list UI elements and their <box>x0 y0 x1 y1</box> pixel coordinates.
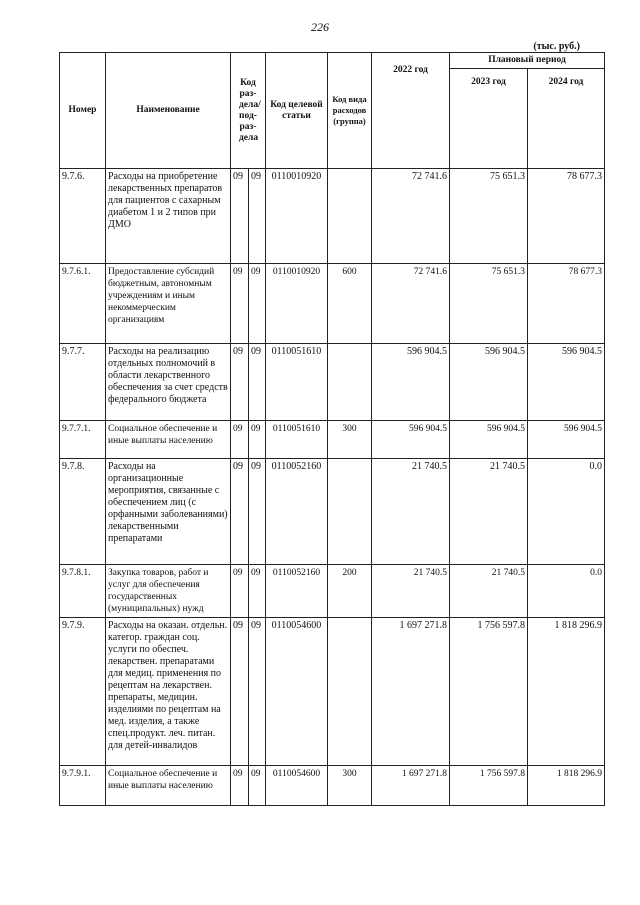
row-expense-type <box>328 169 372 264</box>
row-value-2024: 0.0 <box>528 459 605 565</box>
row-name: Расходы на организационные мероприятия, связанные с обеспечением лиц (с орфанными заболеваниями) лекарственными препаратами <box>106 459 231 565</box>
row-expense-type <box>328 344 372 421</box>
row-name: Расходы на приобретение лекарственных препаратов для пациентов с сахарным диабетом 1 и 2 типов при ДМО <box>106 169 231 264</box>
row-target: 0110010920 <box>266 169 328 264</box>
row-section: 09 <box>231 264 249 344</box>
row-number: 9.7.8. <box>60 459 106 565</box>
row-target: 0110052160 <box>266 459 328 565</box>
row-expense-type <box>328 618 372 766</box>
row-value-2024: 1 818 296.9 <box>528 618 605 766</box>
table-row <box>60 344 605 421</box>
row-value-2023: 75 651.3 <box>450 264 528 344</box>
table-row <box>60 766 605 806</box>
row-target: 0110010920 <box>266 264 328 344</box>
row-subsection: 09 <box>249 766 266 806</box>
row-value-2024: 596 904.5 <box>528 344 605 421</box>
row-value-2023: 1 756 597.8 <box>450 766 528 806</box>
header-number: Номер <box>60 53 106 169</box>
row-section: 09 <box>231 344 249 421</box>
row-expense-type: 300 <box>328 766 372 806</box>
row-value-2023: 596 904.5 <box>450 344 528 421</box>
row-section: 09 <box>231 766 249 806</box>
row-value-2023: 21 740.5 <box>450 565 528 618</box>
row-target: 0110054600 <box>266 618 328 766</box>
header-2023: 2023 год <box>450 69 528 169</box>
row-value-2023: 1 756 597.8 <box>450 618 528 766</box>
row-number: 9.7.6. <box>60 169 106 264</box>
table-row <box>60 421 605 459</box>
budget-table <box>59 52 605 806</box>
row-expense-type: 300 <box>328 421 372 459</box>
row-section: 09 <box>231 169 249 264</box>
row-value-2024: 78 677.3 <box>528 169 605 264</box>
row-value-2022: 21 740.5 <box>372 459 450 565</box>
table-row <box>60 565 605 618</box>
row-target: 0110052160 <box>266 565 328 618</box>
header-target: Код целевой статьи <box>266 53 328 169</box>
row-value-2022: 72 741.6 <box>372 169 450 264</box>
header-section: Код раз- дела/ под- раз- дела <box>231 53 266 169</box>
row-value-2022: 1 697 271.8 <box>372 618 450 766</box>
table-row <box>60 618 605 766</box>
row-expense-type: 200 <box>328 565 372 618</box>
row-number: 9.7.7.1. <box>60 421 106 459</box>
row-target: 0110051610 <box>266 344 328 421</box>
table-row <box>60 264 605 344</box>
row-name: Социальное обеспечение и иные выплаты населению <box>106 421 231 459</box>
row-number: 9.7.9.1. <box>60 766 106 806</box>
row-subsection: 09 <box>249 169 266 264</box>
row-number: 9.7.8.1. <box>60 565 106 618</box>
row-section: 09 <box>231 618 249 766</box>
row-value-2023: 21 740.5 <box>450 459 528 565</box>
row-target: 0110051610 <box>266 421 328 459</box>
row-name: Расходы на оказан. отдельн. категор. граждан соц. услуги по обеспеч. лекарствен. препаратами для медиц. применения по рецептам на лекарствен. препараты, медицин. изделиями по рецептам на мед. изделия, а также спец.продукт. леч. питан. для детей-инвалидов <box>106 618 231 766</box>
row-subsection: 09 <box>249 344 266 421</box>
row-section: 09 <box>231 421 249 459</box>
row-subsection: 09 <box>249 618 266 766</box>
header-expense-type: Код вида расходов (группа) <box>328 53 372 169</box>
row-subsection: 09 <box>249 264 266 344</box>
page-number: 226 <box>311 20 329 34</box>
row-name: Предоставление субсидий бюджетным, автономным учреждениям и иным некоммерческим организациям <box>106 264 231 344</box>
row-value-2024: 596 904.5 <box>528 421 605 459</box>
units-label: (тыс. руб.) <box>533 41 580 52</box>
table-row <box>60 459 605 565</box>
header-2024: 2024 год <box>528 69 605 169</box>
row-value-2024: 1 818 296.9 <box>528 766 605 806</box>
row-value-2024: 78 677.3 <box>528 264 605 344</box>
row-value-2022: 596 904.5 <box>372 421 450 459</box>
row-target: 0110054600 <box>266 766 328 806</box>
row-value-2023: 75 651.3 <box>450 169 528 264</box>
row-value-2022: 596 904.5 <box>372 344 450 421</box>
row-name: Расходы на реализацию отдельных полномочий в области лекарственного обеспечения за счет средств федерального бюджета <box>106 344 231 421</box>
header-name: Наименование <box>106 53 231 169</box>
table-row <box>60 169 605 264</box>
row-value-2022: 1 697 271.8 <box>372 766 450 806</box>
row-subsection: 09 <box>249 421 266 459</box>
row-number: 9.7.7. <box>60 344 106 421</box>
row-value-2023: 596 904.5 <box>450 421 528 459</box>
row-number: 9.7.6.1. <box>60 264 106 344</box>
row-expense-type: 600 <box>328 264 372 344</box>
header-planned: Плановый период <box>450 53 605 69</box>
row-value-2024: 0.0 <box>528 565 605 618</box>
row-value-2022: 21 740.5 <box>372 565 450 618</box>
row-subsection: 09 <box>249 565 266 618</box>
row-section: 09 <box>231 565 249 618</box>
row-subsection: 09 <box>249 459 266 565</box>
row-name: Социальное обеспечение и иные выплаты населению <box>106 766 231 806</box>
row-section: 09 <box>231 459 249 565</box>
row-number: 9.7.9. <box>60 618 106 766</box>
row-expense-type <box>328 459 372 565</box>
header-2022: 2022 год <box>372 53 450 169</box>
row-value-2022: 72 741.6 <box>372 264 450 344</box>
row-name: Закупка товаров, работ и услуг для обеспечения государственных (муниципальных) нужд <box>106 565 231 618</box>
